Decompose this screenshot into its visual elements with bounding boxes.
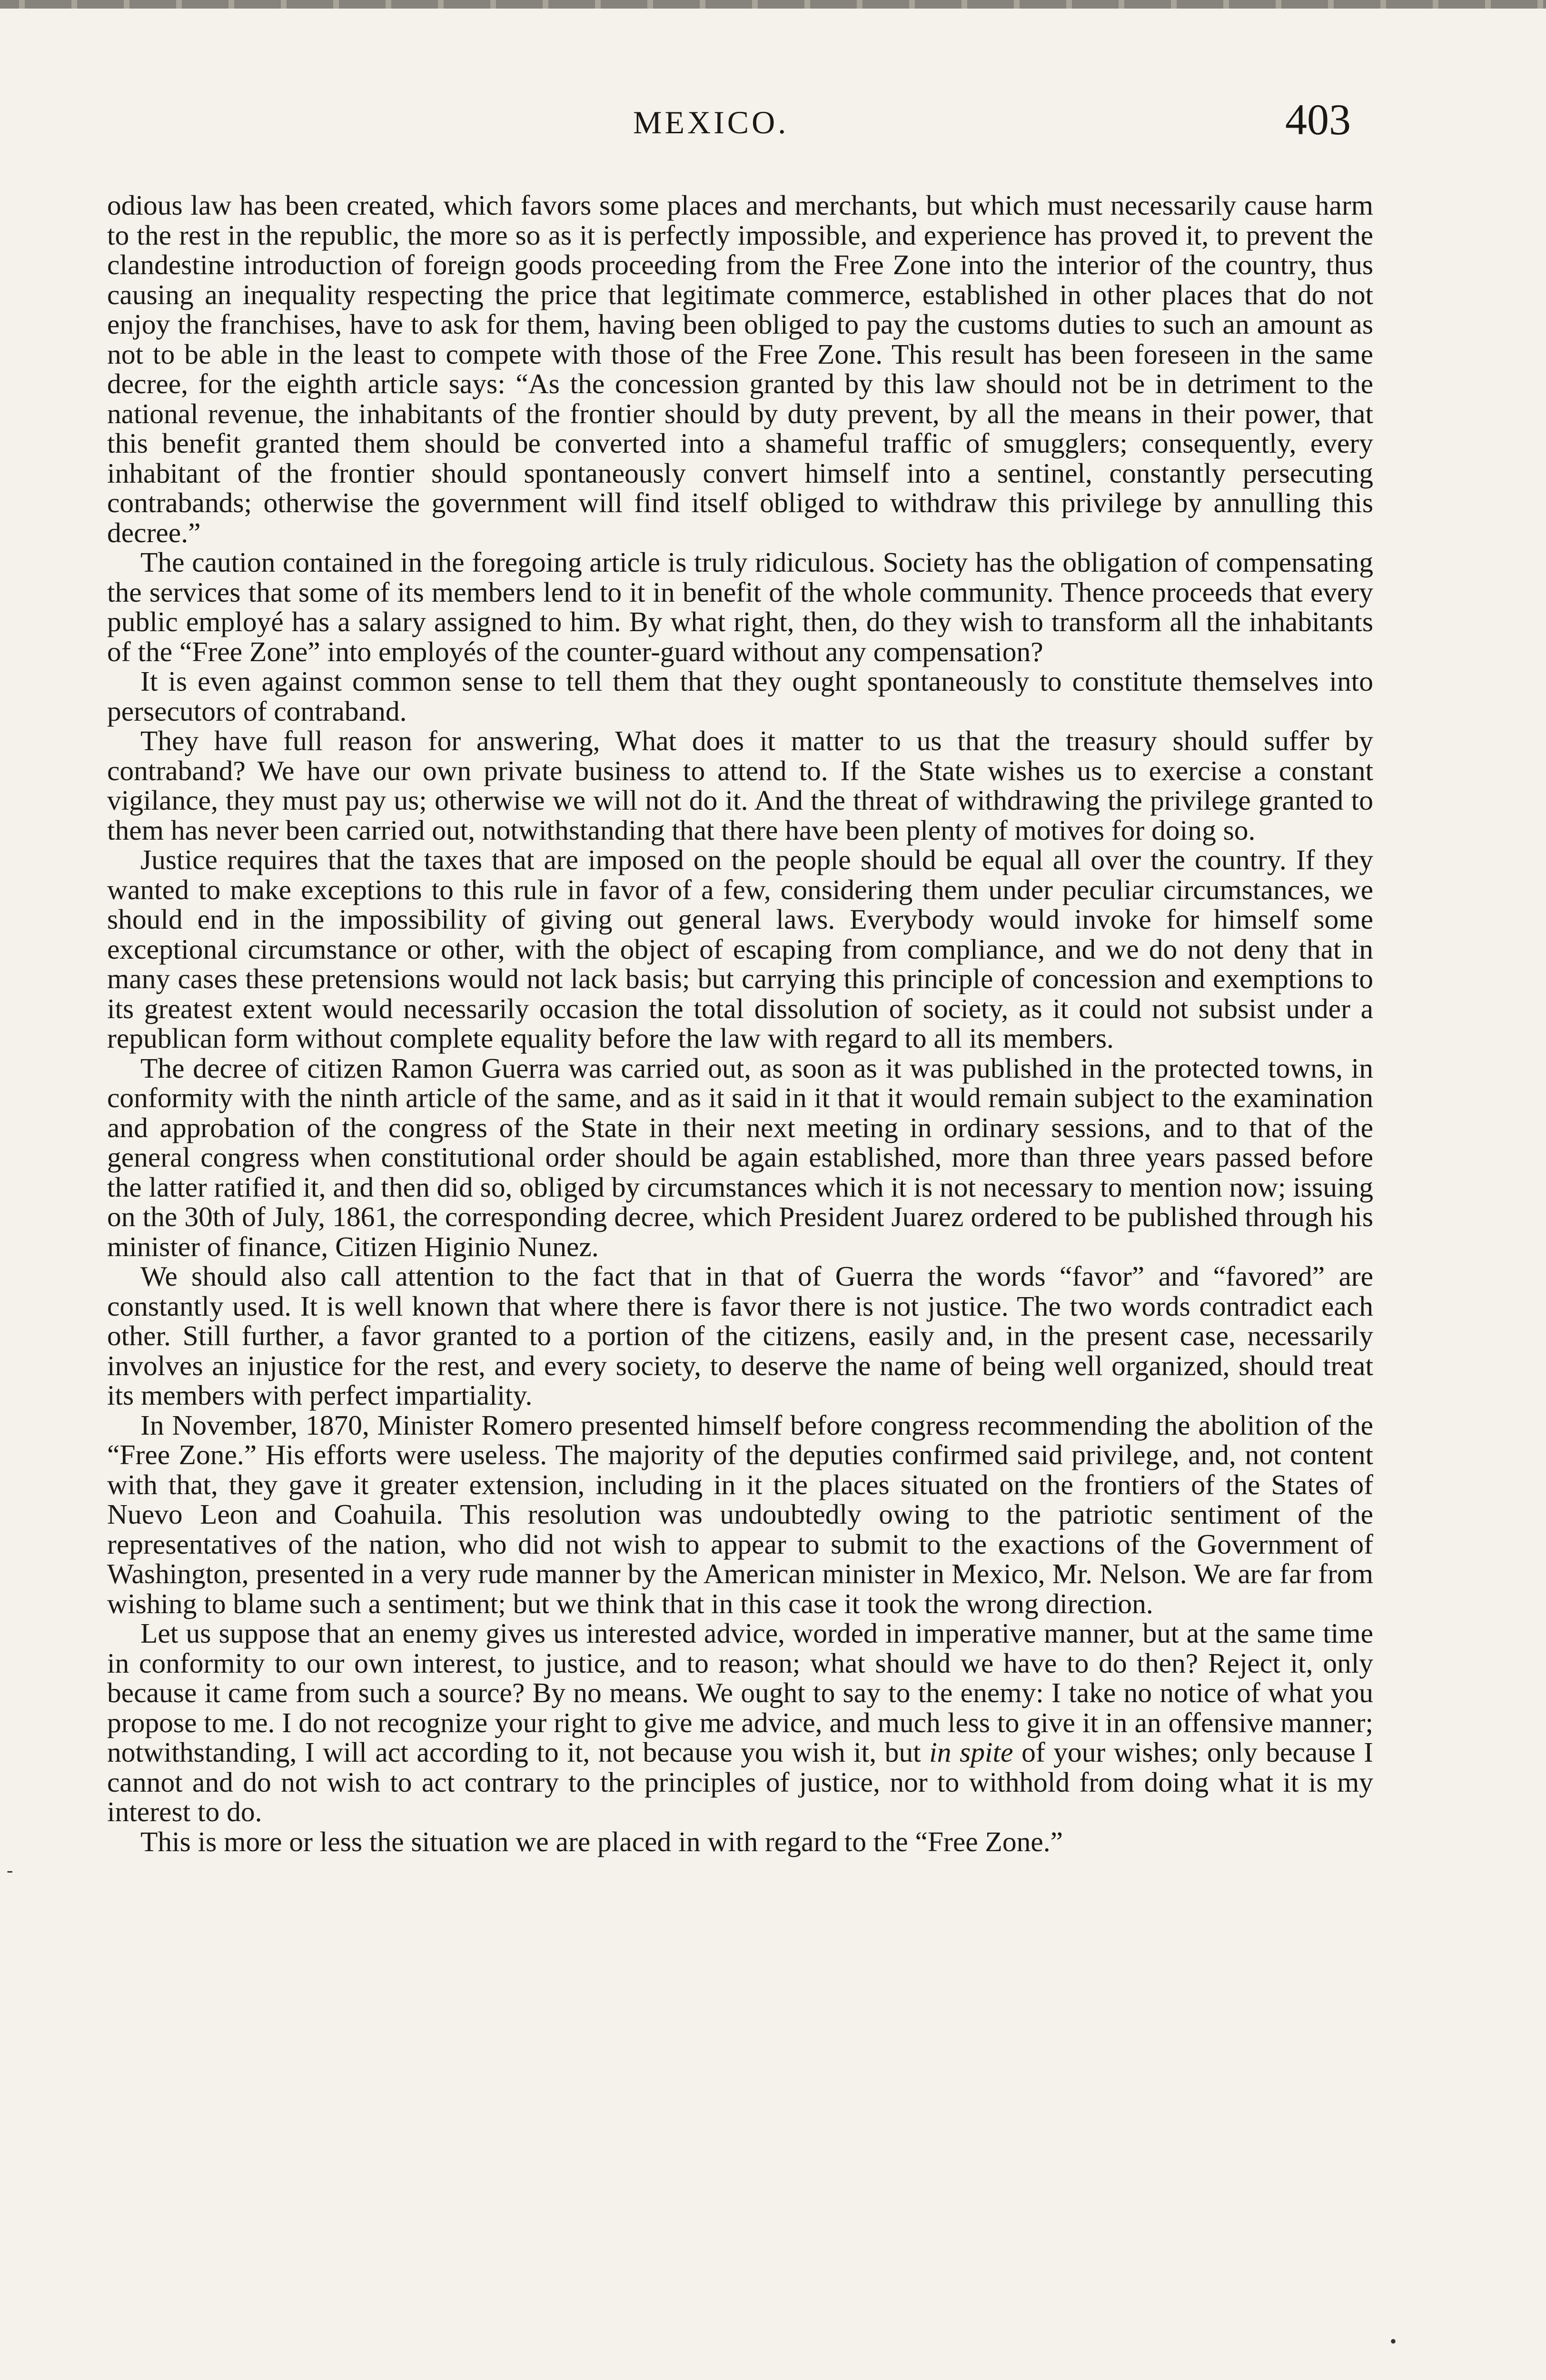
- paragraph-9-italic-phrase: in spite: [929, 1736, 1013, 1768]
- paragraph-8: In November, 1870, Minister Romero presented himself before congress recommending the abolition of the “Free Zone.” His efforts were useless. The majority of the deputies confirmed said privilege, and, not content with that, they gave it greater extension, including in it the places situated on the frontiers of the States of Nuevo Leon and Coahuila. This resolution was undoubtedly owing to the patriotic sentiment of the representatives of the nation, who did not wish to appear to submit to the exactions of the Government of Washington, presented in a very rude manner by the American minister in Mexico, Mr. Nelson. We are far from wishing to blame such a sentiment; but we think that in this case it took the wrong direction.: [107, 1409, 1373, 1619]
- page-number: 403: [1285, 95, 1351, 144]
- margin-dot-mark: •: [1390, 2330, 1397, 2352]
- top-edge-border: [0, 0, 1546, 9]
- paragraph-10: This is more or less the situation we are placed in with regard to the “Free Zone.”: [140, 1825, 1063, 1857]
- paragraph-9: [107, 1618, 1373, 1827]
- paragraph-3: It is even against common sense to tell them that they ought spontaneously to constitute themselves into persecutors of contraband.: [107, 665, 1373, 727]
- paragraph-1: odious law has been created, which favors some places and merchants, but which must necessarily cause harm to the rest in the republic, the more so as it is perfectly impossible, and experience has proved it, to prevent the clandestine introduction of foreign goods proceeding from the Free Zone into the interior of the country, thus causing an inequality respecting the price that legitimate commerce, established in other places that do not enjoy the franchises, have to ask for them, having been obliged to pay the customs duties to such an amount as not to be able in the least to compete with those of the Free Zone. This result has been foreseen in the same decree, for the eighth article says: “As the concession granted by this law should not be in detriment to the national revenue, the inhabitants of the frontier should by duty prevent, by all the means in their power, that this benefit granted them should be converted into a shameful traffic of smugglers; consequently, every inhabitant of the frontier should spontaneously convert himself into a sentinel, constantly persecuting contrabands; otherwise the government will find itself obliged to withdraw this privilege by annulling this decree.”: [107, 189, 1373, 548]
- paragraph-9-part-3: of your wishes; only because I cannot and do not wish to act contrary to the principles of justice, nor to withhold from doing what it is my interest to do.: [107, 1736, 1373, 1827]
- paragraph-5: Justice requires that the taxes that are imposed on the people should be equal all over the country. If they wanted to make exceptions to this rule in favor of a few, considering them under peculiar circumstances, we should end in the impossibility of giving out general laws. Everybody would invoke for himself some exceptional circumstance or other, with the object of escaping from compliance, and we do not deny that in many cases these pretensions would not lack basis; but carrying this principle of concession and exemptions to its greatest extent would necessarily occasion the total dissolution of society, as it could not subsist under a republican form without complete equality before the law with regard to all its members.: [107, 844, 1373, 1054]
- paragraph-2: The caution contained in the foregoing article is truly ridiculous. Society has the obligation of compensating the services that some of its members lend to it in benefit of the whole community. Thence proceeds that every public employé has a salary assigned to him. By what right, then, do they wish to transform all the inhabitants of the “Free Zone” into employés of the counter-guard without any compensation?: [107, 546, 1373, 667]
- paragraph-6: The decree of citizen Ramon Guerra was carried out, as soon as it was published in the protected towns, in conformity with the ninth article of the same, and as it said in it that it would remain subject to the examination and approbation of the congress of the State in their next meeting in ordinary sessions, and to that of the general congress when constitutional order should be again established, more than three years passed before the latter ratified it, and then did so, obliged by circumstances which it is not necessary to mention now; issuing on the 30th of July, 1861, the corresponding decree, which President Juarez ordered to be published through his minister of finance, Citizen Higinio Nunez.: [107, 1052, 1373, 1262]
- paragraph-7: We should also call attention to the fact that in that of Guerra the words “favor” and “favored” are constantly used. It is well known that where there is favor there is not justice. The two words contradict each other. Still further, a favor granted to a portion of the citizens, easily and, in the present case, necessarily involves an injustice for the rest, and every society, to deserve the name of being well organized, should treat its members with perfect impartiality.: [107, 1260, 1373, 1411]
- margin-tick-mark: -: [7, 1859, 13, 1881]
- paragraph-9-part-1: Let us suppose that an enemy gives us interested advice, worded in imperative manner, but at the same time in conformity to our own interest, to justice, and to reason; what should we have to do then? Reject it, only because it came from such a source? By no means. We ought to say to the enemy: I take no notice of what you propose to me. I do not recognize your right to give me advice, and much less to give it in an offensive manner; notwithstanding, I will act according to it, not because you wish it, but: [107, 1617, 1373, 1768]
- body-text: [107, 190, 1373, 1856]
- running-head: MEXICO.: [633, 104, 789, 140]
- paragraph-4: They have full reason for answering, What does it matter to us that the treasury should suffer by contraband? We have our own private business to attend to. If the State wishes us to exercise a constant vigilance, they must pay us; otherwise we will not do it. And the threat of withdrawing the privilege granted to them has never been carried out, notwithstanding that there have been plenty of motives for doing so.: [107, 725, 1373, 846]
